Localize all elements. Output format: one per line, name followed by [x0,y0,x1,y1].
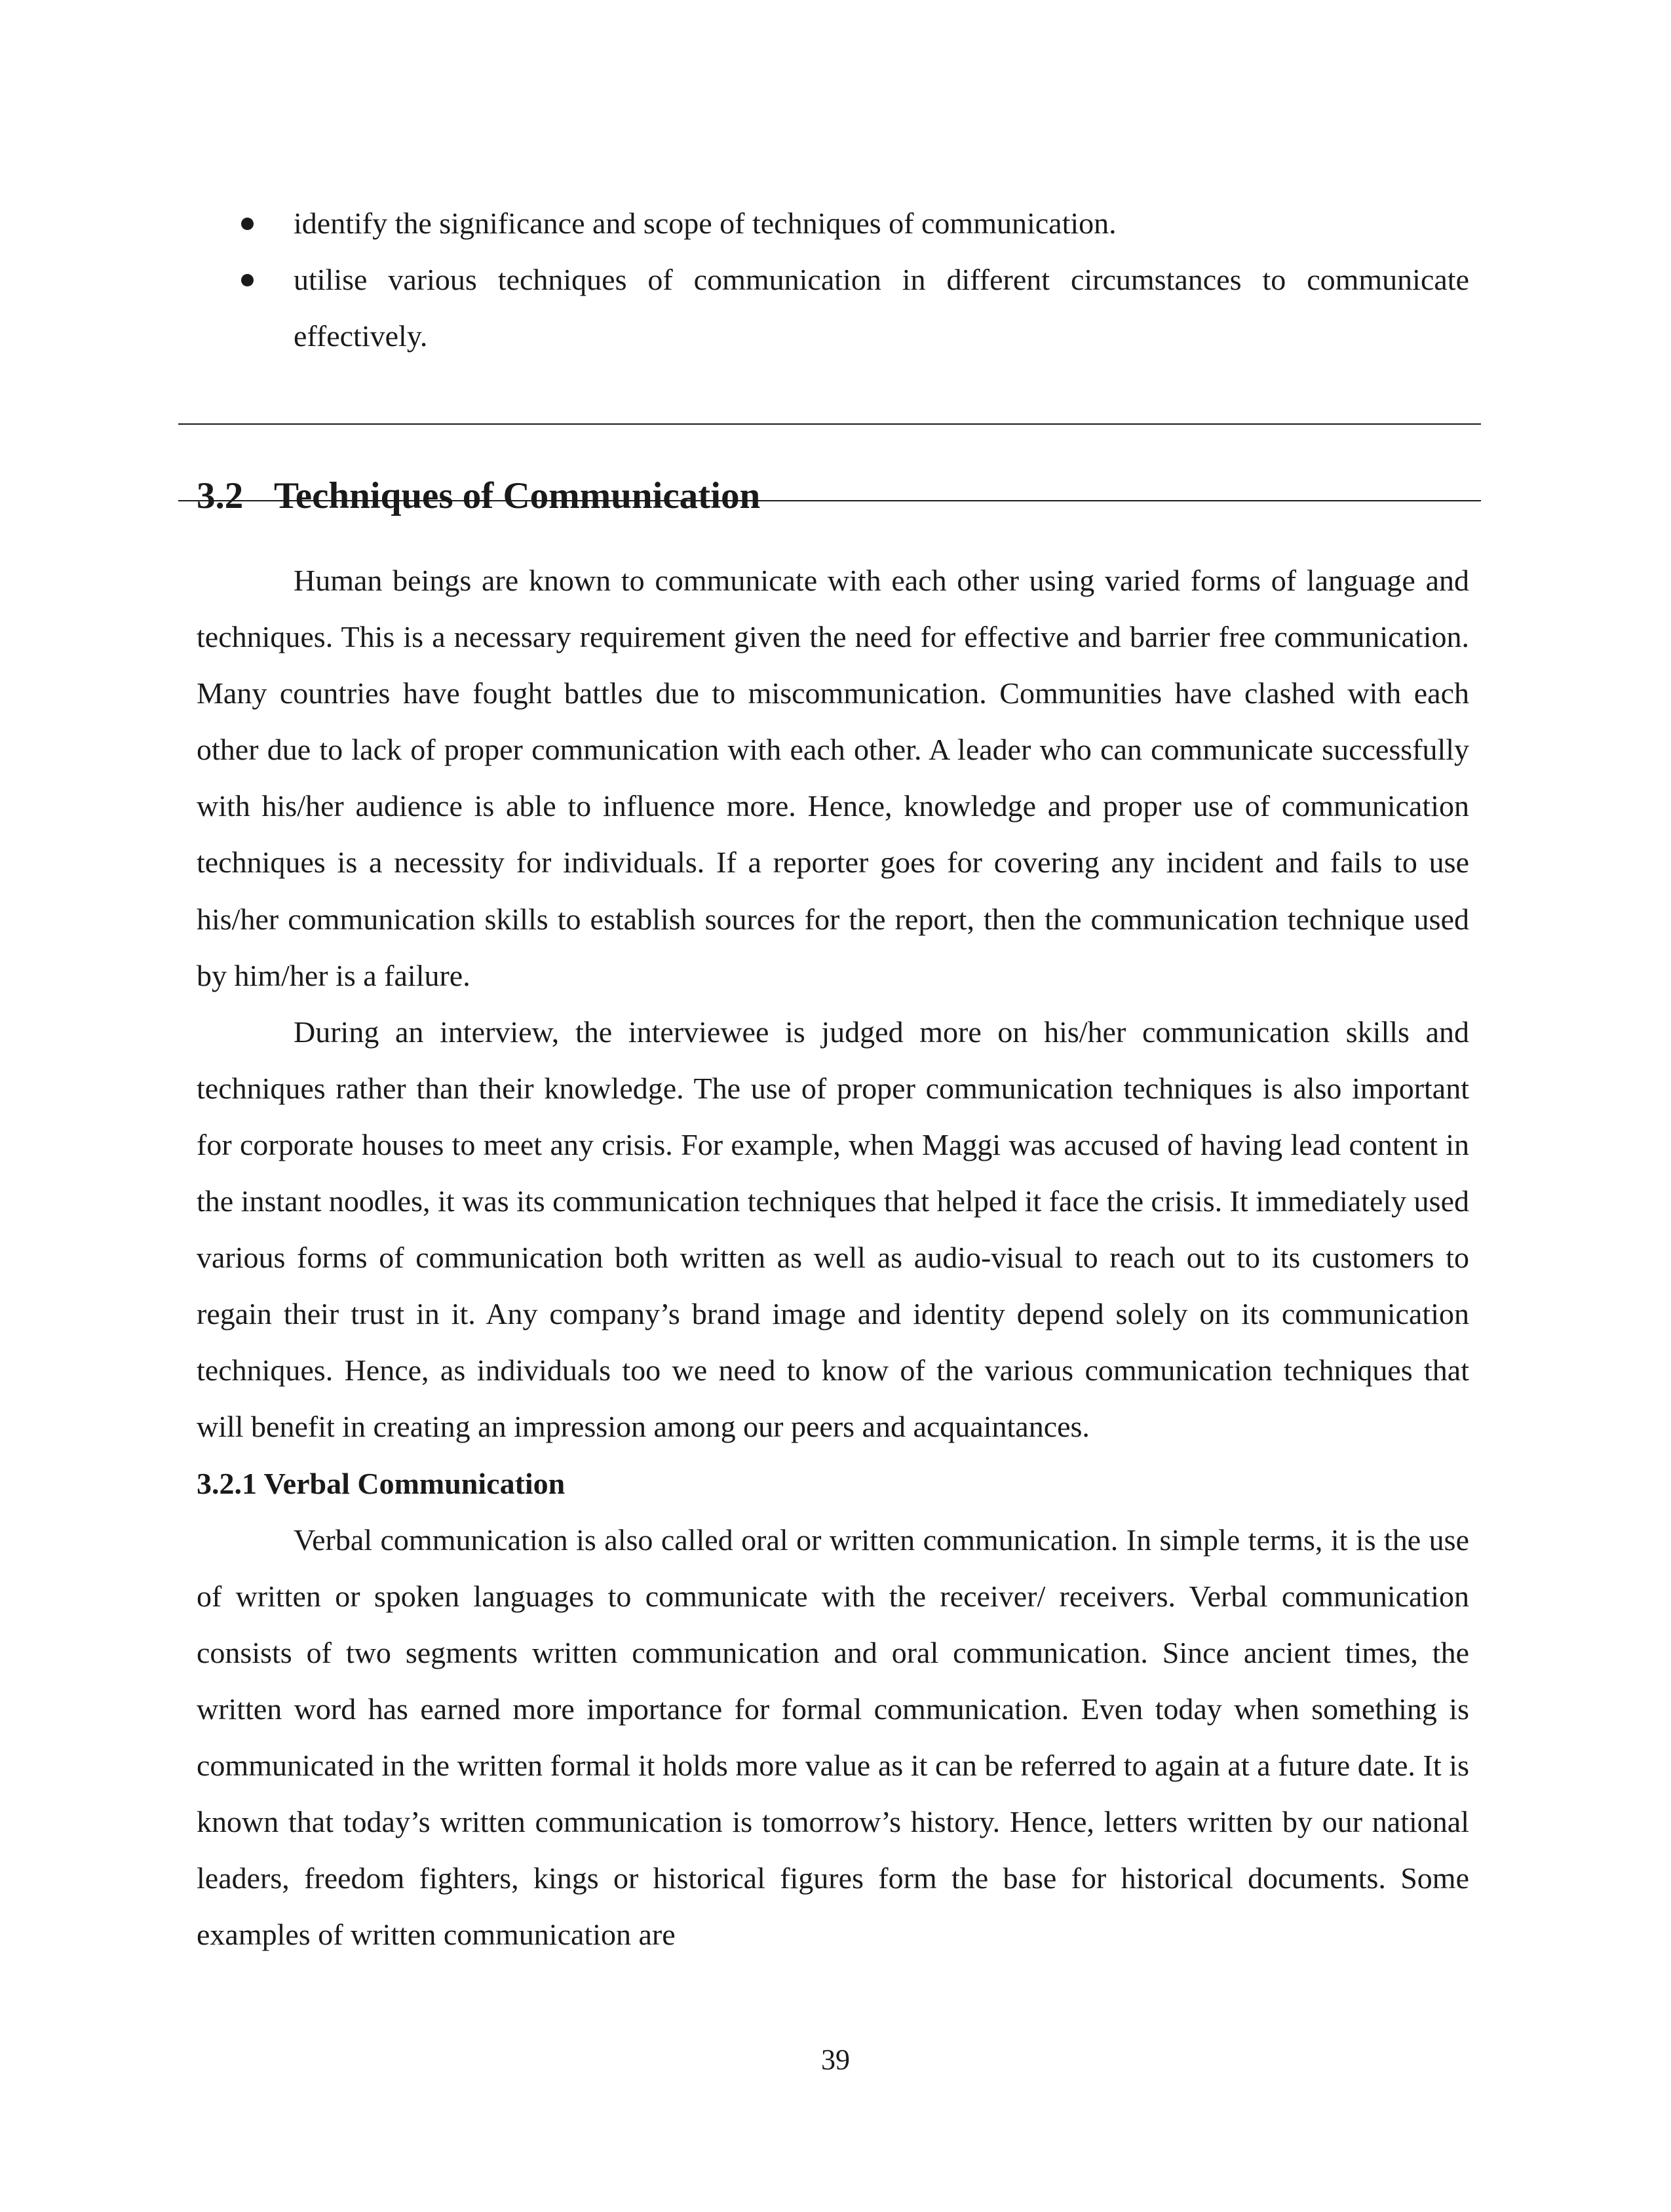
objective-item [197,195,1469,252]
objective-text: utilise various techniques of communication in different circumstances to communicate effectively. [294,263,1469,353]
subsection-heading: 3.2.1 Verbal Communication [197,1466,566,1500]
paragraph: During an interview, the interviewee is judged more on his/her communication skills and techniques rather than their knowledge. The use of proper communication techniques is also important for corporate houses to meet any crisis. For example, when Maggi was accused of having lead content in the instant noodles, it was its communication techniques that helped it face the crisis. It immediately used various forms of communication both written as well as audio-visual to reach out to its customers to regain their trust in it. Any company’s brand image and identity depend solely on its communication techniques. Hence, as individuals too we need to know of the various communication techniques that will benefit in creating an impression among our peers and acquaintances. [197,1015,1469,1444]
paragraph: Verbal communication is also called oral or written communication. In simple terms, it is the use of written or spoken languages to communicate with the receiver/ receivers. Verbal communication consists of two segments written communication and oral communication. Since ancient times, the written word has earned more importance for formal communication. Even today when something is communicated in the written formal it holds more value as it can be referred to again at a future date. It is known that today’s written communication is tomorrow’s history. Hence, letters written by our national leaders, freedom fighters, kings or historical figures form the base for historical documents. Some examples of written communication are [197,1523,1469,1952]
bullet-icon [241,218,254,230]
section-title: Techniques of Communication [274,475,761,517]
objective-item [197,252,1469,364]
objective-text: identify the significance and scope of techniques of communication. [294,206,1117,240]
section-number: 3.2 [197,475,244,517]
body-text [197,553,1469,1963]
bullet-icon [241,274,254,286]
paragraph: Human beings are known to communicate with each other using varied forms of language and techniques. This is a necessary requirement given the need for effective and barrier free communication. Many countries have fought battles due to miscommunication. Communities have clashed with each other due to lack of proper communication with each other. A leader who can communicate successfully with his/her audience is able to influence more. Hence, knowledge and proper use of communication techniques is a necessity for individuals. If a reporter goes for covering any incident and fails to use his/her communication skills to establish sources for the report, then the communication technique used by him/her is a failure. [197,564,1469,992]
section-bottom-rule [178,500,1481,501]
section-top-rule [178,423,1481,425]
page-number: 39 [821,2044,850,2076]
objectives-list [197,195,1469,364]
section-heading [197,470,760,522]
